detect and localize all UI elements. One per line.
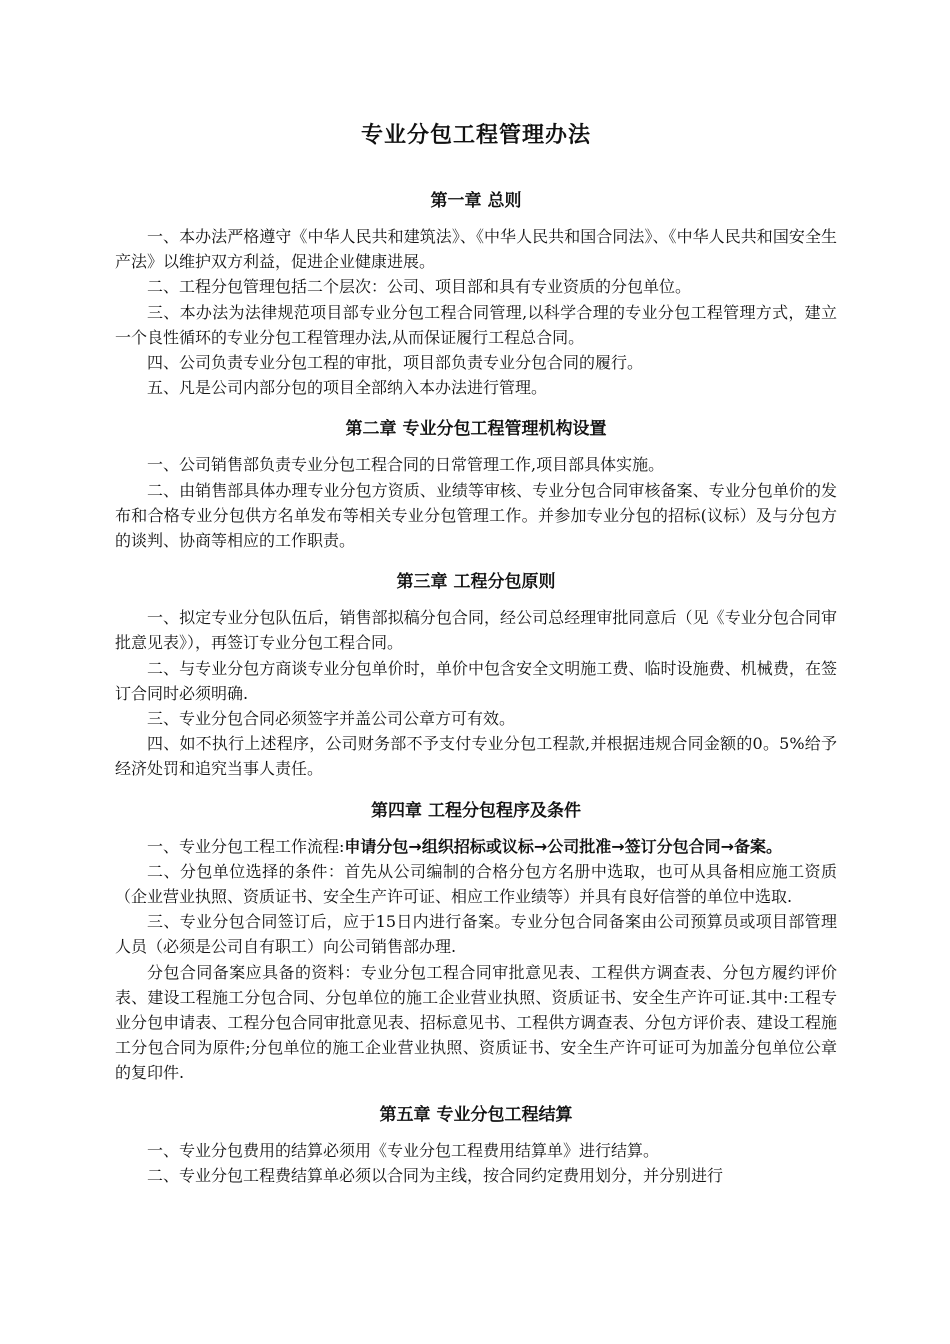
workflow-steps: 申请分包→组织招标或议标→公司批准→签订分包合同→备案。: [344, 836, 783, 856]
chapter-1: [115, 188, 837, 400]
paragraph: 一、公司销售部负责专业分包工程合同的日常管理工作,项目部具体实施。: [147, 455, 665, 475]
paragraph: 三、本办法为法律规范项目部专业分包工程合同管理,以科学合理的专业分包工程管理方式，建立一个良性循环的专业分包工程管理办法,从而保证履行工程总合同。: [115, 302, 837, 347]
paragraph: 一、本办法严格遵守《中华人民共和建筑法》、《中华人民共和国合同法》、《中华人民共和国安全生产法》以维护双方利益，促进企业健康进展。: [115, 227, 837, 272]
paragraph: 分包合同备案应具备的资料：专业分包工程合同审批意见表、工程供方调查表、分包方履约评价表、建设工程施工分包合同、分包单位的施工企业营业执照、资质证书、安全生产许可证.其中:工程专业分包申请表、工程分包合同审批意见表、招标意见书、工程供方调查表、分包方评价表、建设工程施工分包合同为原件;分包单位的施工企业营业执照、资质证书、安全生产许可证可为加盖分包单位公章的复印件.: [115, 962, 837, 1083]
workflow-paragraph: [115, 834, 837, 859]
workflow-label: 一、专业分包工程工作流程:: [147, 836, 345, 856]
paragraph: 二、工程分包管理包括二个层次：公司、项目部和具有专业资质的分包单位。: [147, 277, 692, 297]
chapter-heading: 第五章 专业分包工程结算: [379, 1104, 573, 1125]
paragraph: 一、专业分包费用的结算必须用《专业分包工程费用结算单》进行结算。: [147, 1140, 660, 1160]
paragraph: 四、公司负责专业分包工程的审批，项目部负责专业分包合同的履行。: [147, 353, 644, 373]
chapter-heading: 第一章 总则: [430, 191, 522, 211]
paragraph: 二、由销售部具体办理专业分包方资质、业绩等审核、专业分包合同审核备案、专业分包单价的发布和合格专业分包供方名单发布等相关专业分包管理工作。并参加专业分包的招标(议标）及与分包方的谈判、协商等相应的工作职责。: [115, 480, 837, 551]
paragraph: 一、拟定专业分包队伍后，销售部拟稿分包合同，经公司总经理审批同意后（见《专业分包合同审批意见表》），再签订专业分包工程合同。: [115, 608, 837, 653]
chapter-4: [115, 798, 837, 1086]
chapter-3: [115, 569, 837, 781]
paragraph: 三、专业分包合同签订后，应于15日内进行备案。专业分包合同备案由公司预算员或项目部管理人员（必须是公司自有职工）向公司销售部办理.: [115, 912, 837, 957]
chapter-heading: 第三章 工程分包原则: [396, 572, 556, 593]
document-page: [115, 118, 837, 1188]
chapter-2: [115, 416, 837, 553]
document-title: 专业分包工程管理办法: [360, 123, 591, 148]
paragraph: 三、专业分包合同必须签字并盖公司公章方可有效。: [147, 709, 516, 729]
paragraph: 二、分包单位选择的条件：首先从公司编制的合格分包方名册中选取，也可从具备相应施工资质（企业营业执照、资质证书、安全生产许可证、相应工作业绩等）并具有良好信誉的单位中选取.: [115, 861, 837, 907]
paragraph: 五、凡是公司内部分包的项目全部纳入本办法进行管理。: [147, 378, 548, 398]
chapter-heading: 第二章 专业分包工程管理机构设置: [345, 419, 607, 440]
paragraph: 二、专业分包工程费结算单必须以合同为主线，按合同约定费用划分，并分别进行: [147, 1165, 724, 1185]
paragraph: 二、与专业分包方商谈专业分包单价时，单价中包含安全文明施工费、临时设施费、机械费，在签订合同时必须明确.: [115, 658, 837, 703]
chapter-heading: 第四章 工程分包程序及条件: [371, 800, 581, 821]
chapter-5: [115, 1102, 837, 1188]
paragraph: 四、如不执行上述程序，公司财务部不予支付专业分包工程款,并根据违规合同金额的0。5%给予经济处罚和追究当事人责任。: [115, 734, 837, 779]
